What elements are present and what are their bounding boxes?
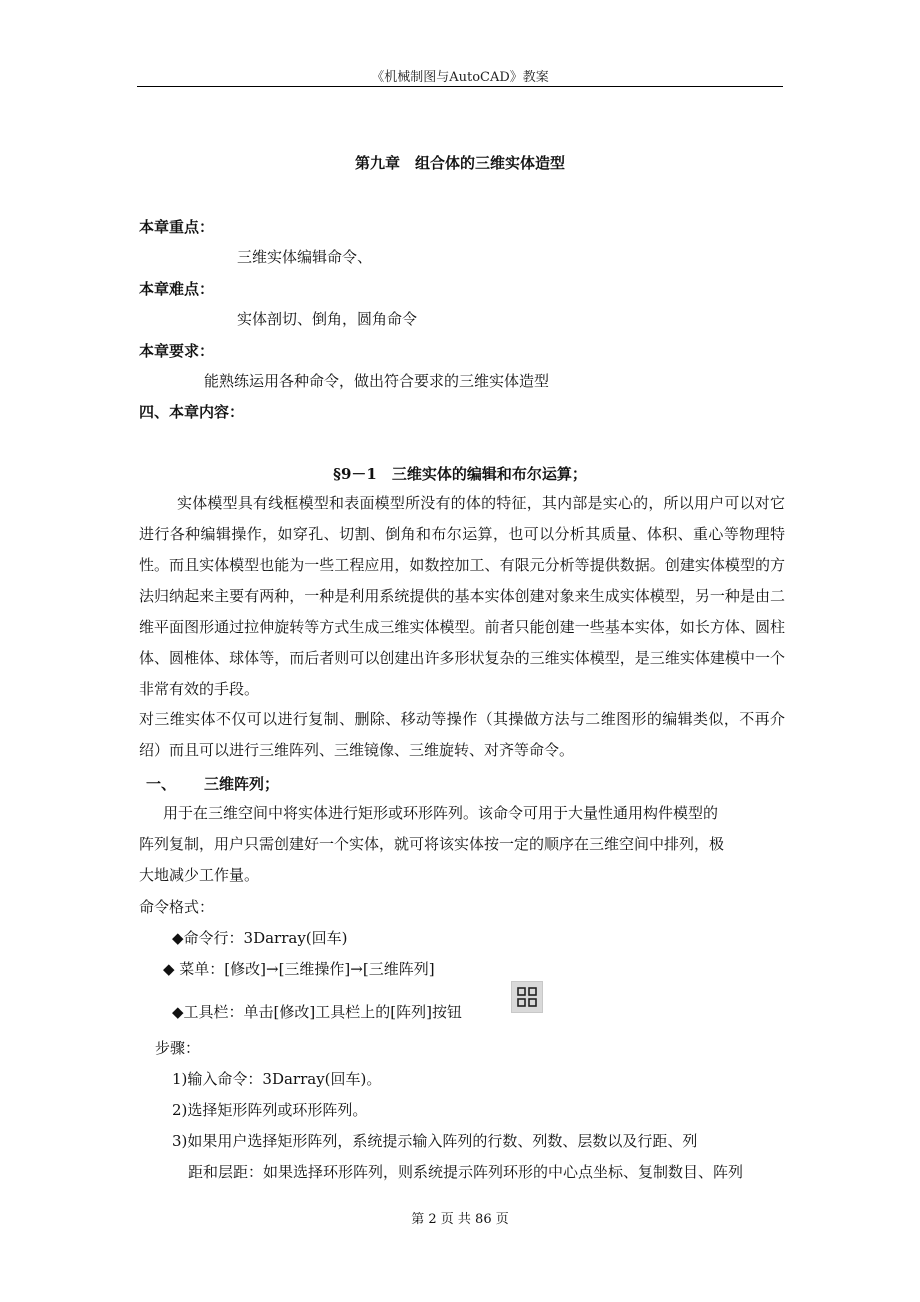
subsection-desc-line: 用于在三维空间中将实体进行矩形或环形阵列。该命令可用于大量性通用构件模型的: [163, 804, 719, 822]
menu-item: ◆ 菜单：[修改]→[三维操作]→[三维阵列]: [163, 960, 435, 978]
step-item: 2)选择矩形阵列或环形阵列。: [172, 1101, 368, 1119]
toolbar-item: ◆工具栏：单击[修改]工具栏上的[阵列]按钮: [172, 1003, 462, 1021]
subsection-title: 三维阵列；: [204, 775, 280, 793]
header-divider: [137, 86, 783, 87]
chapter-title: 第九章 组合体的三维实体造型: [354, 154, 565, 172]
section-title: §9－1 三维实体的编辑和布尔运算；: [333, 465, 587, 483]
section-ops-paragraph: 对三维实体不仅可以进行复制、删除、移动等操作（其操做方法与二维图形的编辑类似，不再介绍）而且可以进行三维阵列、三维镜像、三维旋转、对齐等命令。: [139, 710, 785, 759]
section-intro-paragraph: 实体模型具有线框模型和表面模型所没有的体的特征，其内部是实心的，所以用户可以对它进行各种编辑操作，如穿孔、切割、倒角和布尔运算，也可以分析其质量、体积、重心等物理特性。而且实体模型也能为一些工程应用，如数控加工、有限元分析等提供数据。创建实体模型的方法归纳起来主要有两种，一种是利用系统提供的基本实体创建对象来生成实体模型，另一种是由二维平面图形通过拉伸旋转等方式生成三维实体模型。前者只能创建一些基本实体，如长方体、圆柱体、圆椎体、球体等，而后者则可以创建出许多形状复杂的三维实体模型，是三维实体建模中一个非常有效的手段。: [139, 494, 785, 698]
key-points-label: 本章重点：: [139, 218, 215, 236]
difficulties-content: 实体剖切、倒角，圆角命令: [237, 310, 418, 328]
difficulties-label: 本章难点：: [139, 280, 215, 298]
page-footer: 第 2 页 共 86 页: [411, 1212, 509, 1227]
step-item: 1)输入命令：3Darray(回车)。: [172, 1070, 382, 1088]
step-item: 3)如果用户选择矩形阵列，系统提示输入阵列的行数、列数、层数以及行距、列: [172, 1132, 698, 1150]
page-header: 《机械制图与AutoCAD》教案: [371, 70, 549, 85]
command-line-item: ◆命令行：3Darray(回车): [172, 929, 348, 947]
array-icon: [511, 981, 543, 1013]
subsection-number: 一、: [146, 775, 177, 793]
command-format-label: 命令格式：: [139, 898, 215, 916]
content-heading: 四、本章内容：: [139, 403, 245, 421]
steps-label: 步骤：: [155, 1039, 201, 1057]
step-item: 距和层距：如果选择环形阵列，则系统提示阵列环形的中心点坐标、复制数目、阵列: [188, 1163, 744, 1181]
key-points-content: 三维实体编辑命令、: [237, 248, 373, 266]
subsection-desc-line: 大地减少工作量。: [139, 866, 260, 884]
requirements-content: 能熟练运用各种命令，做出符合要求的三维实体造型: [204, 372, 550, 390]
subsection-desc-line: 阵列复制，用户只需创建好一个实体，就可将该实体按一定的顺序在三维空间中排列，极: [139, 835, 725, 853]
requirements-label: 本章要求：: [139, 342, 215, 360]
